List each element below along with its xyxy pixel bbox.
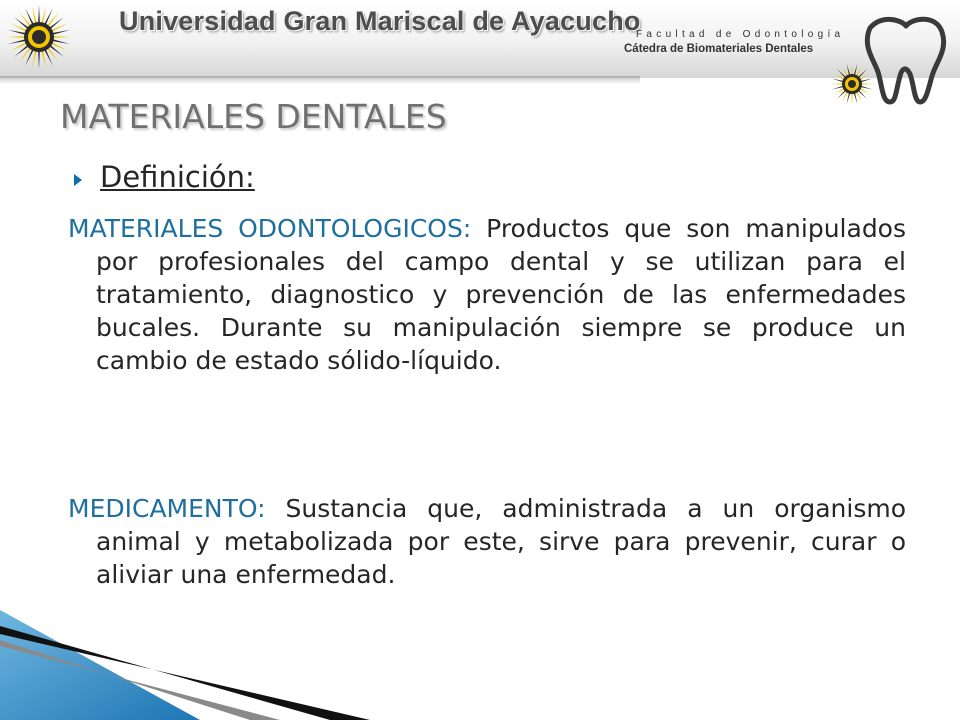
sun-ray <box>44 49 53 66</box>
sun-ray <box>831 83 843 84</box>
sun-ray <box>847 64 851 76</box>
sun-ray <box>861 86 873 90</box>
definition-materials: Productos que son manipulados por profesionales del campo dental y se utilizan para el tratamiento, diagnostico y prevención de las enfermedades bucales. Durante su manipulación siempre se produce un cambio de estado sólido-líquido. <box>96 214 907 375</box>
slide-title: MATERIALES DENTALES <box>60 97 447 136</box>
chair-name: Cátedra de Biomateriales Dentales <box>624 43 814 55</box>
definition-medication: Sustancia que, administrada a un organismo animal y metabolizada por este, sirve para prevenir, curar o aliviar una enfermedad. <box>96 494 906 589</box>
sun-ray <box>25 49 34 66</box>
sun-ray <box>44 8 53 25</box>
definition-paragraph-materials <box>68 212 906 377</box>
sun-ray <box>41 6 46 24</box>
sun-ray <box>47 12 59 27</box>
sun-ray <box>38 51 40 69</box>
sun-ray <box>837 90 846 99</box>
sun-ray <box>851 93 852 105</box>
definition-heading: Definición: <box>100 160 255 194</box>
university-sun-logo-icon <box>6 4 72 70</box>
faculty-name: Facultad de Odontología <box>636 29 845 40</box>
sun-ray <box>861 79 873 83</box>
sun-ray <box>8 30 26 35</box>
sun-ray <box>32 50 37 68</box>
sun-ray <box>51 23 68 32</box>
sun-ray <box>847 93 851 105</box>
sun-ray <box>32 6 37 24</box>
bullet-arrow-icon <box>74 174 82 186</box>
sun-ray <box>14 17 29 29</box>
definition-paragraph-medication <box>68 492 906 591</box>
sun-ray <box>8 39 26 44</box>
sun-ray <box>861 83 873 84</box>
sun-ray <box>14 45 29 57</box>
sun-ray <box>49 45 64 57</box>
sun-ray <box>25 8 34 25</box>
sun-ray <box>10 42 27 51</box>
sun-ray <box>832 86 844 90</box>
sun-ray <box>832 79 844 83</box>
sun-ray <box>19 47 31 62</box>
term-materials: MATERIALES ODONTOLOGICOS: <box>68 214 472 243</box>
university-name: Universidad Gran Mariscal de Ayacucho <box>119 6 641 36</box>
sun-ray <box>851 63 852 75</box>
sun-ray <box>52 30 70 35</box>
sun-ray <box>7 36 25 38</box>
sun-ray <box>854 64 858 76</box>
footer-swoosh-decoration <box>0 590 370 720</box>
sun-ray <box>858 69 867 78</box>
sun-ray <box>38 5 40 23</box>
sun-ray <box>52 39 70 44</box>
sun-ray <box>837 69 846 78</box>
sun-ray <box>19 12 31 27</box>
small-sun-logo-icon <box>830 62 874 106</box>
sun-ray <box>41 50 46 68</box>
sun-ray <box>51 42 68 51</box>
sun-ray <box>854 93 858 105</box>
header-shadow <box>0 76 640 84</box>
sun-ray <box>53 36 71 38</box>
term-medication: MEDICAMENTO: <box>68 494 266 523</box>
sun-ray <box>10 23 27 32</box>
sun-ray <box>47 47 59 62</box>
sun-ray <box>858 90 867 99</box>
sun-ray <box>49 17 64 29</box>
